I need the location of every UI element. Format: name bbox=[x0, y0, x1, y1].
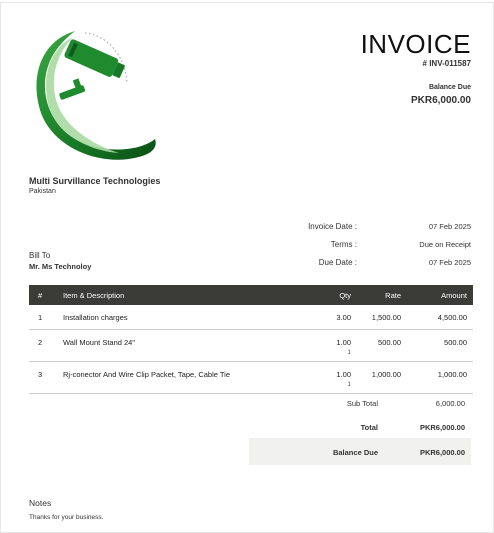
balance-due-amount: PKR6,000.00 bbox=[410, 95, 471, 106]
terms-label: Terms : bbox=[330, 240, 357, 249]
company-country: Pakistan bbox=[29, 188, 56, 195]
notes-text: Thanks for your business. bbox=[29, 514, 104, 521]
balance-due-row-value: PKR6,000.00 bbox=[419, 448, 465, 457]
row-rate: 500.00 bbox=[378, 338, 401, 347]
balance-due-row-label: Balance Due bbox=[332, 448, 378, 457]
row-qty: 1.00 bbox=[336, 338, 351, 347]
row-rate: 1,500.00 bbox=[371, 313, 401, 322]
total-value: PKR6,000.00 bbox=[419, 423, 465, 432]
invoice-page bbox=[0, 2, 494, 533]
row-number: 2 bbox=[38, 338, 43, 347]
header-qty: Qty bbox=[339, 291, 351, 300]
bill-to-label: Bill To bbox=[29, 251, 51, 260]
row-description: Wall Mount Stand 24" bbox=[63, 338, 136, 347]
invoice-title: INVOICE bbox=[360, 29, 471, 59]
row-description: Rj-conector And Wire Clip Packet, Tape, Cable Tie bbox=[63, 370, 231, 379]
table-row bbox=[29, 330, 473, 362]
table-row bbox=[29, 362, 473, 394]
total-row bbox=[249, 418, 471, 438]
table-header bbox=[29, 285, 473, 305]
company-name: Multi Survillance Technologies bbox=[29, 176, 161, 186]
balance-due-label: Balance Due bbox=[428, 84, 471, 91]
header-description: Item & Description bbox=[63, 291, 125, 300]
row-number: 3 bbox=[38, 370, 43, 379]
row-amount: 1,000.00 bbox=[437, 370, 467, 379]
header-amount: Amount bbox=[441, 291, 467, 300]
sub-total-row bbox=[249, 394, 471, 414]
bill-to-name: Mr. Ms Technoloy bbox=[29, 262, 92, 271]
items-table bbox=[29, 285, 473, 394]
invoice-date-row bbox=[291, 222, 471, 234]
invoice-number: # INV-011587 bbox=[422, 59, 471, 68]
invoice-date-label: Invoice Date : bbox=[308, 222, 357, 231]
row-description: Installation charges bbox=[63, 313, 128, 322]
total-label: Total bbox=[360, 423, 378, 432]
notes-label: Notes bbox=[29, 498, 52, 508]
due-date-label: Due Date : bbox=[318, 258, 357, 267]
due-date-row bbox=[291, 258, 471, 270]
sub-total-value: 6,000.00 bbox=[435, 399, 465, 408]
row-qty: 1.00 bbox=[336, 370, 351, 379]
row-qty-sub: 1 bbox=[347, 381, 351, 388]
due-date-value: 07 Feb 2025 bbox=[428, 258, 471, 267]
security-camera-logo-icon bbox=[27, 27, 159, 167]
terms-row bbox=[291, 240, 471, 252]
row-amount: 500.00 bbox=[444, 338, 467, 347]
header-rate: Rate bbox=[385, 291, 401, 300]
row-qty-sub: 1 bbox=[347, 349, 351, 356]
row-qty: 3.00 bbox=[336, 313, 351, 322]
row-number: 1 bbox=[38, 313, 43, 322]
sub-total-label: Sub Total bbox=[346, 399, 378, 408]
header-number: # bbox=[38, 291, 43, 300]
row-amount: 4,500.00 bbox=[437, 313, 467, 322]
terms-value: Due on Receipt bbox=[419, 240, 471, 249]
table-row bbox=[29, 305, 473, 330]
balance-due-row bbox=[249, 438, 471, 465]
row-rate: 1,000.00 bbox=[371, 370, 401, 379]
invoice-date-value: 07 Feb 2025 bbox=[428, 222, 471, 231]
